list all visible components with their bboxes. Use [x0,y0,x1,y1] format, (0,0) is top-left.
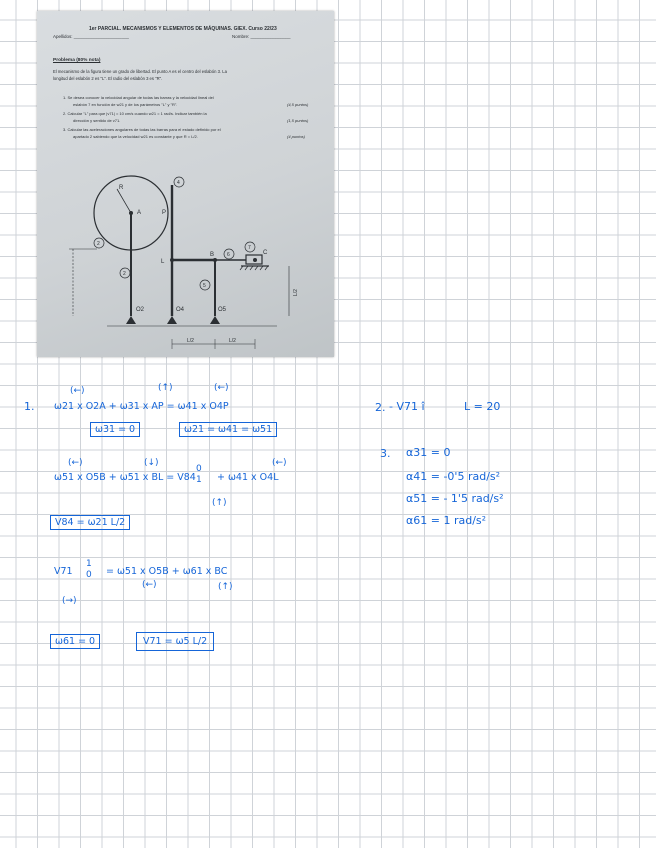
question-1-points: (4,5 puntos) [287,102,309,107]
direction-arrow: (→) [62,596,77,606]
label-O4: O4 [176,307,185,313]
result-box-4: ω61 = 0 [50,634,100,649]
result-box-5: V71 = ω5 L/2 [136,632,214,651]
alpha-31: α31 = 0 [406,446,451,459]
direction-arrow: (←) [70,386,85,396]
mechanism-figure [37,11,334,357]
vector-2 [86,559,92,581]
slider-ground-hatch [240,266,268,270]
result-box-1: ω31 = 0 [90,422,140,437]
exam-header: 1er PARCIAL. MECANISMOS Y ELEMENTOS DE MÁQUINAS. GIEX. Curso 22/23 [89,26,277,32]
direction-arrow: (←) [214,383,229,393]
vector-1 [196,464,202,486]
section-2-answer: - V71 î [389,400,425,413]
question-3-line-1: 3. Calcular las aceleraciones angulares de todas las barras para el estado definido por el [63,127,221,132]
dim-label-vertical: L/2 [293,289,299,296]
question-2-points: (1,5 puntos) [287,118,309,123]
pivot-L [170,258,174,262]
question-2-line-1: 2. Calcular "L" para que |v71| = 10 cm/s cuando w21 = 1 rad/s. Indicar también la [63,111,207,116]
result-box-2: ω21 = ω41 = ω51 [179,422,277,437]
section-2-number: 2. [375,401,386,414]
direction-arrow: (↑) [212,498,227,508]
vector-2-bottom: 0 [86,570,92,580]
label-P: P [162,210,167,216]
pivot-C [253,258,257,262]
equation-2-right: + ω41 x O4L [217,472,279,483]
question-1-line-2: eslabón 7 en función de w21 y de los parámetros "L" y "R". [73,102,178,107]
radius-line [117,189,131,213]
dim-label-right: L/2 [229,338,236,344]
label-B: B [210,252,215,258]
label-O2: O2 [136,307,145,313]
link-label-2a: 2 [97,241,100,247]
alpha-51: α51 = - 1'5 rad/s² [406,492,504,505]
intro-line-2: longitud del eslabón 2 es "L". El radio del eslabón 3 es "R". [53,76,163,81]
intro-line-1: El mecanismo de la figura tiene un grado de libertad. El punto A es el centro del eslabón 3. La [53,69,227,74]
direction-arrow: (↑) [218,582,233,592]
vector-2-top: 1 [86,559,92,569]
equation-1: ω21 x O2A + ω31 x AP = ω41 x O4P [54,401,229,412]
label-O5: O5 [218,307,227,313]
direction-arrow: (←) [68,458,83,468]
link-label-7: 7 [248,245,251,251]
exam-photo [37,11,334,357]
result-box-3: V84 = ω21 L/2 [50,515,130,530]
label-L: L [161,259,165,265]
label-R: R [119,185,124,191]
apellidos-label: Apellidos: ______________________ [53,34,129,39]
dim-label-left: L/2 [187,338,194,344]
nombre-label: Nombre: ________________ [232,34,291,39]
ground-support-O4 [167,316,177,324]
vector-1-top: 0 [196,464,202,474]
ground-support-O5 [210,316,220,324]
link-label-2b: 2 [123,271,126,277]
link-label-5: 5 [203,283,206,289]
section-1-number: 1. [24,400,35,413]
link-label-6: 6 [227,252,230,258]
question-2-line-2: dirección y sentido de v71. [73,118,121,123]
question-3-points: (4 puntos) [287,134,306,139]
section-2-L-value: L = 20 [464,400,501,413]
problem-title: Problema (80% nota) [53,58,101,63]
ground-support-O2 [126,316,136,324]
direction-arrow: (←) [272,458,287,468]
vector-1-bottom: 1 [196,475,202,485]
label-A: A [137,210,142,216]
direction-arrow: (↑) [158,383,173,393]
pivot-A [129,211,133,215]
alpha-61: α61 = 1 rad/s² [406,514,487,527]
equation-2-left: ω51 x O5B + ω51 x BL = V84 [54,472,196,483]
label-C: C [263,250,268,256]
section-3-number: 3. [380,447,391,460]
alpha-41: α41 = -0'5 rad/s² [406,470,501,483]
pivot-B [213,258,217,262]
direction-arrow: (↓) [144,458,159,468]
question-1-line-1: 1. Se desea conocer la velocidad angular de todas las barras y la velocidad lineal del [63,95,214,100]
direction-arrow: (←) [142,580,157,590]
equation-3-left: V71 [54,566,73,577]
equation-3-right: = ω51 x O5B + ω61 x BC [106,566,228,577]
question-3-line-2: apartado 2 sabiendo que la velocidad w21 es constante y que R = L/2. [73,134,198,139]
link-label-4: 4 [177,180,180,186]
